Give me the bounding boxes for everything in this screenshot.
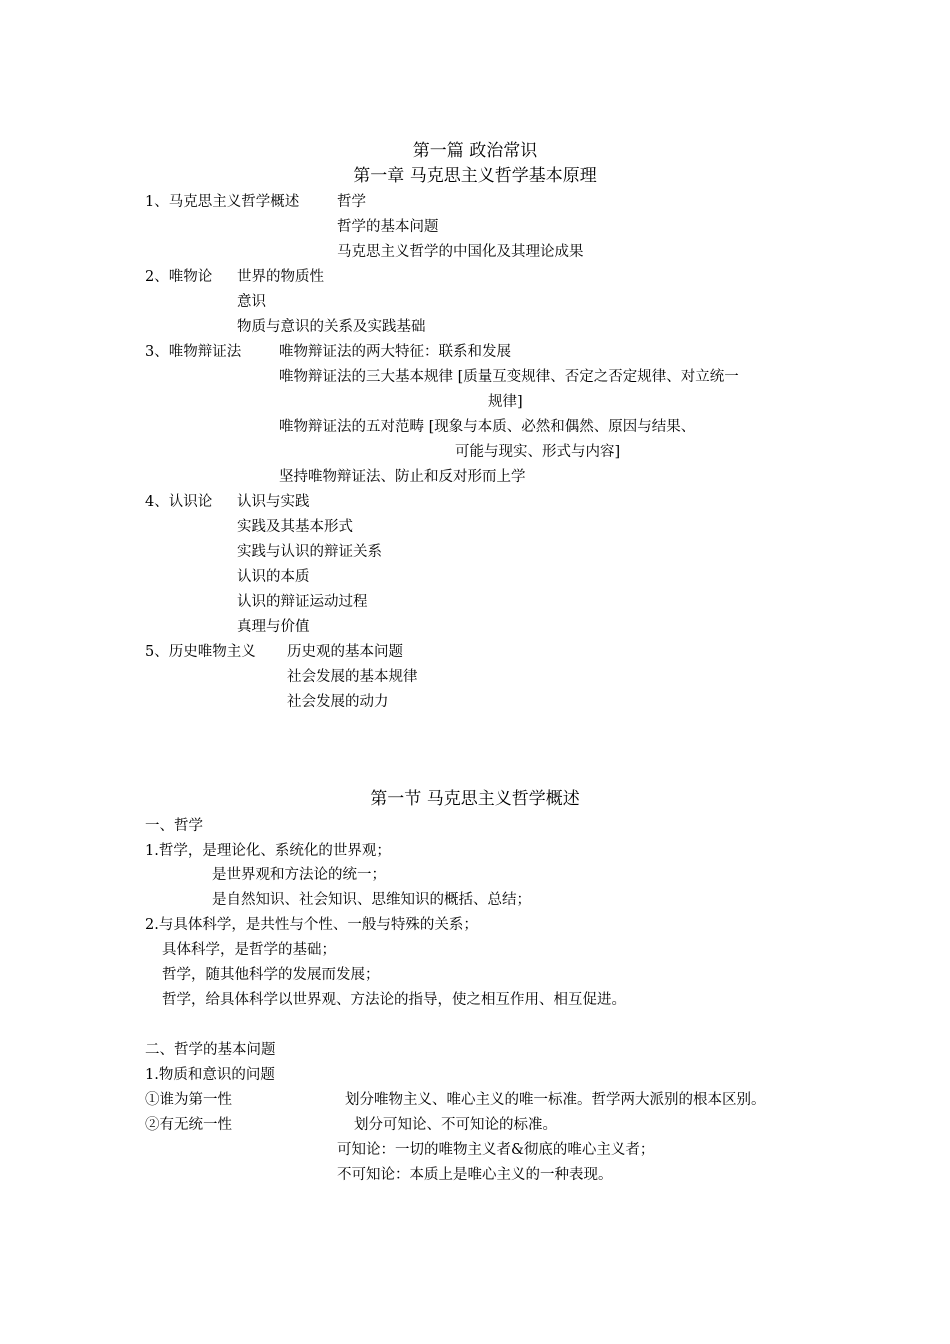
outline-item: 认识的本质 [237, 569, 310, 585]
outline-item: 历史观的基本问题 [287, 644, 403, 660]
question-label: ①谁为第一性 [145, 1092, 232, 1108]
paragraph-line: 哲学，给具体科学以世界观、方法论的指导，使之相互作用、相互促进。 [162, 992, 626, 1008]
outline-item: 社会发展的基本规律 [287, 669, 418, 685]
paragraph-line: 1.哲学，是理论化、系统化的世界观； [145, 843, 391, 859]
outline-item: 哲学的基本问题 [337, 219, 439, 235]
paragraph-line: 具体科学，是哲学的基础； [162, 942, 336, 958]
outline-label-3: 3、唯物辩证法 [145, 344, 242, 360]
subsection-heading-1: 一、哲学 [145, 818, 203, 834]
outline-item: 社会发展的动力 [287, 694, 389, 710]
outline-item: 实践与认识的辩证关系 [237, 544, 382, 560]
outline-item: 认识的辩证运动过程 [237, 594, 368, 610]
question-text: 划分唯物主义、唯心主义的唯一标准。哲学两大派别的根本区别。 [345, 1092, 766, 1108]
chapter-title: 第一章 马克思主义哲学基本原理 [353, 166, 597, 186]
outline-item: 真理与价值 [237, 619, 310, 635]
outline-item: 物质与意识的关系及实践基础 [237, 319, 426, 335]
outline-item: 马克思主义哲学的中国化及其理论成果 [337, 244, 584, 260]
paragraph-line: 哲学，随其他科学的发展而发展； [162, 967, 380, 983]
outline-item: 哲学 [337, 194, 366, 210]
outline-item: 认识与实践 [237, 494, 310, 510]
outline-item: 唯物辩证法的两大特征：联系和发展 [279, 344, 511, 360]
paragraph-line: 可知论：一切的唯物主义者&彻底的唯心主义者； [337, 1142, 655, 1158]
paragraph-line: 是自然知识、社会知识、思维知识的概括、总结； [212, 892, 531, 908]
outline-item: 实践及其基本形式 [237, 519, 353, 535]
outline-label-4: 4、认识论 [145, 494, 213, 510]
paragraph-line: 是世界观和方法论的统一； [212, 867, 386, 883]
outline-item: 世界的物质性 [237, 269, 324, 285]
paragraph-line: 不可知论：本质上是唯心主义的一种表现。 [337, 1167, 613, 1183]
paragraph-line: 1.物质和意识的问题 [145, 1067, 275, 1083]
outline-item: 坚持唯物辩证法、防止和反对形而上学 [279, 469, 526, 485]
question-text: 划分可知论、不可知论的标准。 [354, 1117, 557, 1133]
outline-item: 唯物辩证法的三大基本规律 [质量互变规律、否定之否定规律、对立统一 [279, 369, 739, 385]
outline-label-5: 5、历史唯物主义 [145, 644, 256, 660]
part-title: 第一篇 政治常识 [412, 141, 538, 161]
outline-item: 唯物辩证法的五对范畴 [现象与本质、必然和偶然、原因与结果、 [279, 419, 696, 435]
outline-label-1: 1、马克思主义哲学概述 [145, 194, 300, 210]
question-label: ②有无统一性 [145, 1117, 232, 1133]
outline-item: 意识 [237, 294, 266, 310]
subsection-heading-2: 二、哲学的基本问题 [145, 1042, 276, 1058]
outline-item-cont: 规律] [488, 394, 523, 410]
outline-label-2: 2、唯物论 [145, 269, 213, 285]
section-title: 第一节 马克思主义哲学概述 [370, 789, 580, 809]
paragraph-line: 2.与具体科学，是共性与个性、一般与特殊的关系； [145, 917, 478, 933]
outline-item-cont: 可能与现实、形式与内容] [455, 444, 621, 460]
